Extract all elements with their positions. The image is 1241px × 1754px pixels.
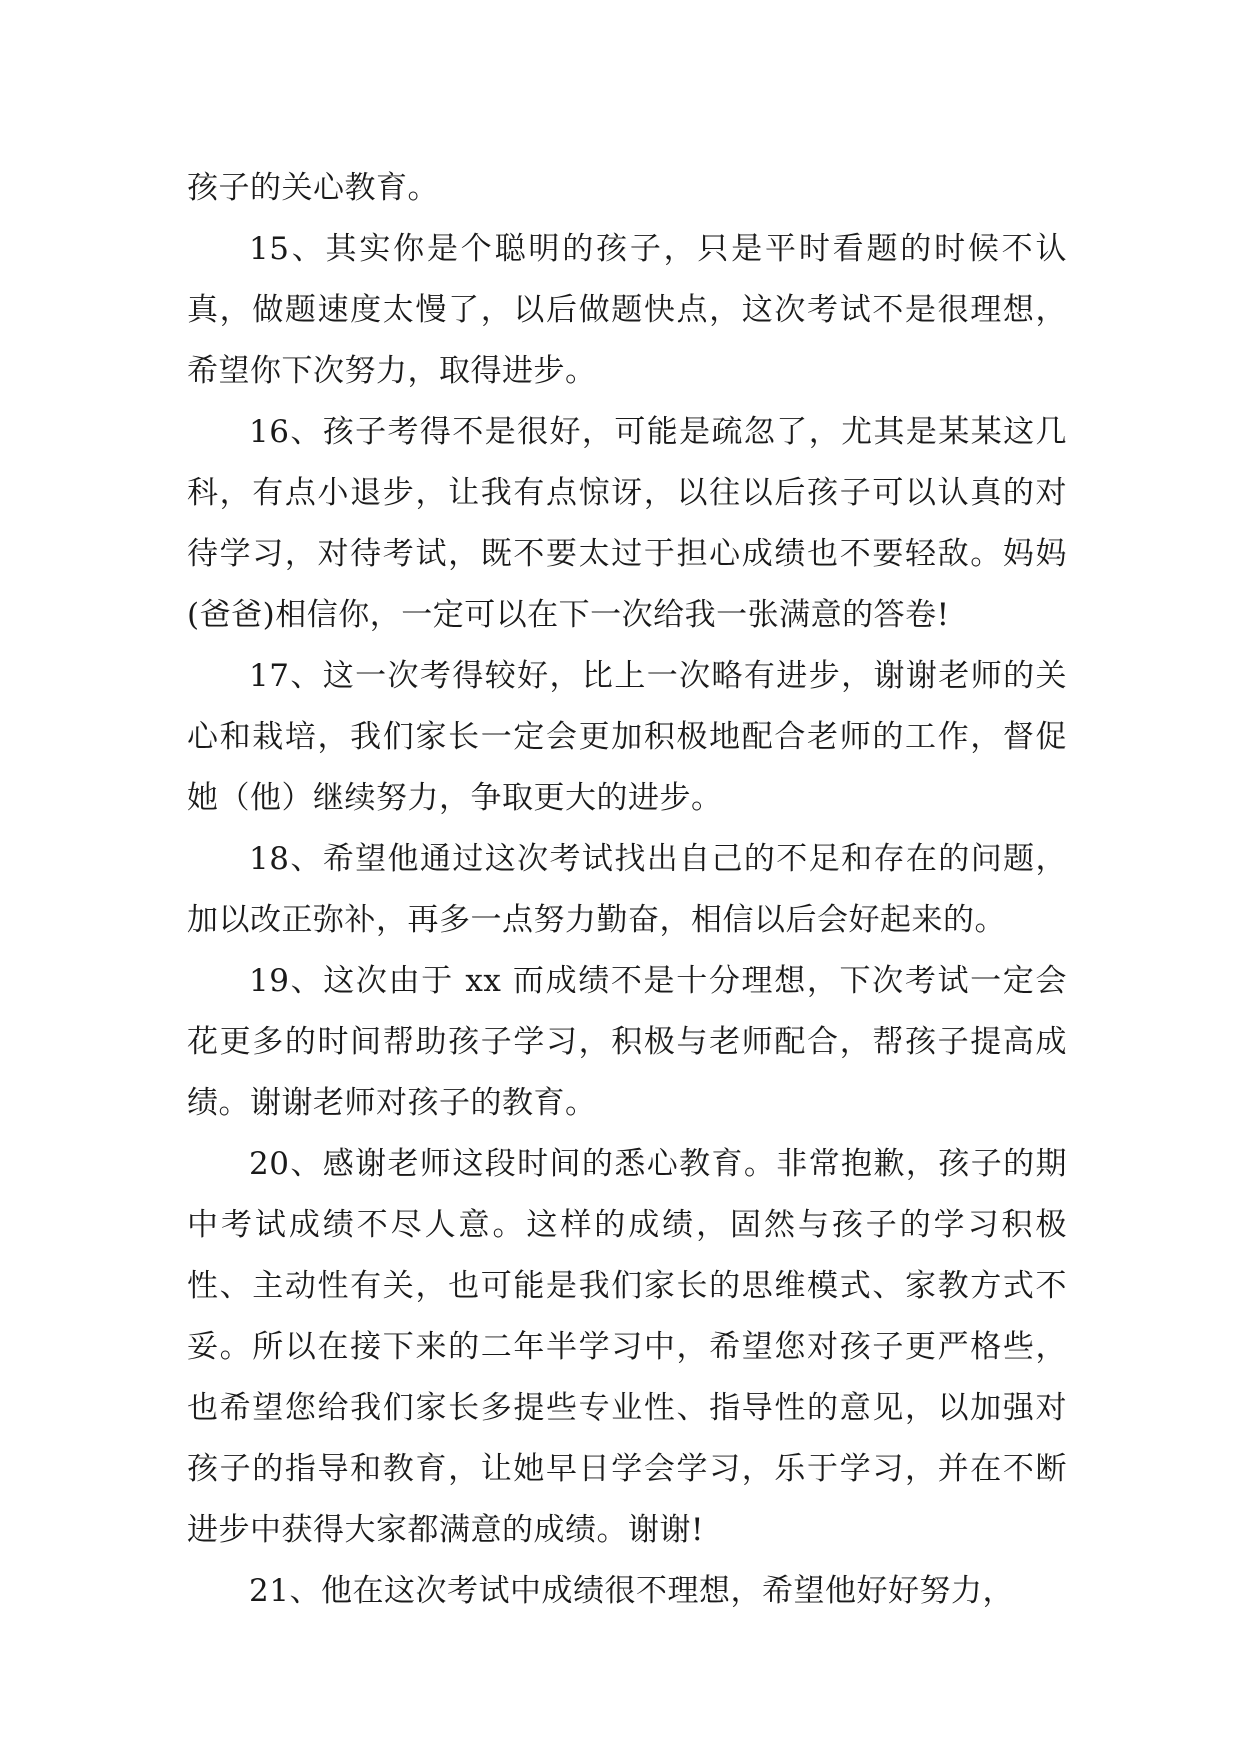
- paragraph-18: 18、希望他通过这次考试找出自己的不足和存在的问题，加以改正弥补，再多一点努力勤奋，相信以后会好起来的。: [187, 841, 1067, 938]
- paragraph-16: 16、孩子考得不是很好，可能是疏忽了，尤其是某某这几科，有点小退步，让我有点惊讶，以往以后孩子可以认真的对待学习，对待考试，既不要太过于担心成绩也不要轻敌。妈妈(爸爸)相信你，一定可以在下一次给我一张满意的答卷!: [187, 414, 1067, 633]
- paragraph-17: 17、这一次考得较好，比上一次略有进步，谢谢老师的关心和栽培，我们家长一定会更加积极地配合老师的工作，督促她（他）继续努力，争取更大的进步。: [187, 658, 1067, 816]
- paragraph-19: 19、这次由于 xx 而成绩不是十分理想，下次考试一定会花更多的时间帮助孩子学习，积极与老师配合，帮孩子提高成绩。谢谢老师对孩子的教育。: [187, 963, 1067, 1121]
- paragraph-15: 15、其实你是个聪明的孩子，只是平时看题的时候不认真，做题速度太慢了，以后做题快点，这次考试不是很理想，希望你下次努力，取得进步。: [187, 231, 1067, 389]
- paragraph-20: 20、感谢老师这段时间的悉心教育。非常抱歉，孩子的期中考试成绩不尽人意。这样的成绩，固然与孩子的学习积极性、主动性有关，也可能是我们家长的思维模式、家教方式不妥。所以在接下来的二年半学习中，希望您对孩子更严格些，也希望您给我们家长多提些专业性、指导性的意见，以加强对孩子的指导和教育，让她早日学会学习，乐于学习，并在不断进步中获得大家都满意的成绩。谢谢!: [187, 1146, 1067, 1548]
- paragraph-continuation: 孩子的关心教育。: [187, 170, 439, 206]
- document-body: [187, 158, 1067, 1622]
- paragraph-21: 21、他在这次考试中成绩很不理想，希望他好好努力，: [249, 1573, 1014, 1609]
